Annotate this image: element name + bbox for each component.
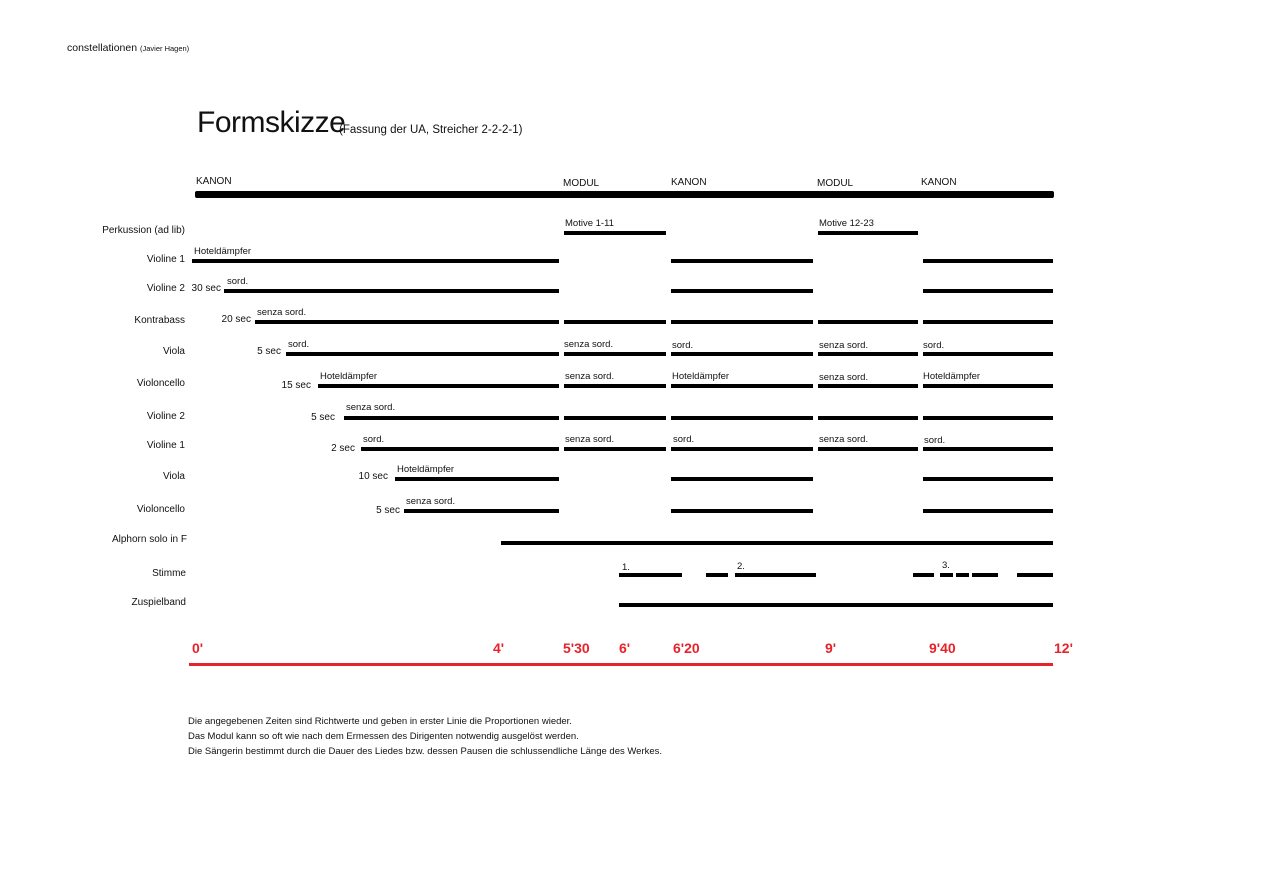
timeline-tick-label: 0' [192,640,204,656]
voice-bar [671,259,813,263]
entry-delay: 10 sec [358,471,388,482]
entry-delay: 20 sec [221,314,251,325]
entry-delay: 15 sec [281,380,311,391]
playing-mark: senza sord. [819,434,869,445]
playing-mark: Hoteldämpfer [672,371,730,382]
voice-bar [192,259,559,263]
playing-mark: senza sord. [565,434,615,445]
voice-bar [671,384,813,388]
voice-bar [671,447,813,451]
voice-bar [923,320,1053,324]
entry-delay: 5 sec [311,412,335,423]
stimme-bar [956,573,969,577]
zuspielband-bar [619,603,1053,607]
header-name: constellationen [67,42,138,54]
voice-bar [671,289,813,293]
voice-bar [564,352,666,356]
voice-bar [286,352,559,356]
section-label-kanon-3: KANON [921,177,957,188]
voice-bar [318,384,559,388]
playing-mark: senza sord. [406,496,456,507]
timeline-axis [189,663,1053,666]
voice-bar [923,416,1053,420]
instrument-label-viola-b: Viola [162,471,185,482]
playing-mark: sord. [227,276,249,287]
voice-bar [671,509,813,513]
instrument-label-violine1-b: Violine 1 [146,440,185,451]
timeline-tick-label: 6' [619,640,631,656]
voice-bar [564,416,666,420]
playing-mark: senza sord. [819,372,869,383]
timeline-tick-label: 9'40 [929,640,956,656]
voice-bar [395,477,559,481]
section-label-modul-1: MODUL [563,178,600,189]
timeline-tick-label: 9' [825,640,837,656]
playing-mark: sord. [672,340,694,351]
voice-bar [564,320,666,324]
perkussion-motive-1: Motive 1-11 [565,218,614,229]
voice-bar [255,320,559,324]
header [67,42,189,54]
voice-bar [564,384,666,388]
playing-mark: sord. [288,339,310,350]
voice-bar [923,384,1053,388]
stimme-bar [940,573,953,577]
stimme-bar [972,573,998,577]
voice-bar [361,447,559,451]
playing-mark: senza sord. [346,402,396,413]
voice-bar [224,289,559,293]
stimme-song-number: 1. [622,562,630,573]
form-overview-bar [195,191,1054,198]
playing-mark: sord. [363,434,385,445]
entry-delay: 2 sec [331,443,355,454]
perkussion-bar [818,231,918,235]
voice-bar [671,477,813,481]
playing-mark: senza sord. [564,339,614,350]
stimme-bar [619,573,682,577]
stimme-bar [913,573,934,577]
footnote-line: Die Sängerin bestimmt durch die Dauer des Liedes bzw. dessen Pausen die schlussendliche Länge des Werkes. [188,746,663,757]
instrument-label-violoncello: Violoncello [136,378,185,389]
voice-bar [923,447,1053,451]
voice-bar [404,509,559,513]
voice-bar [564,447,666,451]
instrument-label-perkussion: Perkussion (ad lib) [102,225,185,236]
instrument-label-violine1: Violine 1 [146,254,185,265]
playing-mark: senza sord. [565,371,615,382]
instrument-label-violoncello-b: Violoncello [136,504,185,515]
voice-bar [344,416,559,420]
playing-mark: sord. [924,435,946,446]
voice-bar [923,509,1053,513]
voice-bar [671,352,813,356]
section-label-kanon-2: KANON [671,177,707,188]
page-title: Formskizze [197,106,346,139]
voice-bar [818,320,918,324]
footnote-line: Die angegebenen Zeiten sind Richtwerte und geben in erster Linie die Proportionen wieder. [188,716,572,727]
voice-bar [818,352,918,356]
perkussion-motive-2: Motive 12-23 [819,218,874,229]
instrument-label-violine2-b: Violine 2 [146,411,185,422]
voice-bar [923,477,1053,481]
stimme-song-number: 2. [737,561,745,572]
instrument-label-violine2: Violine 2 [146,283,185,294]
header-author: (Javier Hagen) [139,44,190,53]
instrument-label-stimme: Stimme [152,568,186,579]
playing-mark: Hoteldämpfer [320,371,378,382]
voice-bar [923,259,1053,263]
instrument-label-kontrabass: Kontrabass [134,315,185,326]
playing-mark: Hoteldämpfer [397,464,455,475]
stimme-song-number: 3. [942,560,950,571]
voice-bar [818,447,918,451]
section-label-kanon-1: KANON [196,176,232,187]
playing-mark: sord. [673,434,695,445]
section-label-modul-2: MODUL [817,178,854,189]
playing-mark: Hoteldämpfer [923,371,981,382]
stimme-bar [735,573,816,577]
voice-bar [671,416,813,420]
entry-delay: 5 sec [257,346,281,357]
timeline-tick-label: 4' [493,640,505,656]
footnotes [188,714,662,759]
timeline-tick-label: 6'20 [673,640,700,656]
entry-delay: 5 sec [376,505,400,516]
playing-mark: sord. [923,340,945,351]
playing-mark: senza sord. [819,340,869,351]
stimme-bar [1017,573,1053,577]
stimme-bar [706,573,728,577]
alphorn-bar [501,541,1053,545]
instrument-label-viola: Viola [162,346,185,357]
voice-bar [923,289,1053,293]
timeline-tick-label: 12' [1054,640,1073,656]
voice-bar [671,320,813,324]
entry-delay: 30 sec [191,283,221,294]
voice-bar [818,416,918,420]
playing-mark: Hoteldämpfer [194,246,252,257]
instrument-label-zuspielband: Zuspielband [131,597,186,608]
playing-mark: senza sord. [257,307,307,318]
instrument-label-alphorn: Alphorn solo in F [111,534,187,545]
perkussion-bar [564,231,666,235]
voice-bar [818,384,918,388]
footnote-line: Das Modul kann so oft wie nach dem Ermessen des Dirigenten notwendig ausgelöst werden. [188,731,579,742]
timeline-tick-label: 5'30 [563,640,590,656]
voice-bar [923,352,1053,356]
page-subtitle: (Fassung der UA, Streicher 2-2-2-1) [339,124,523,136]
